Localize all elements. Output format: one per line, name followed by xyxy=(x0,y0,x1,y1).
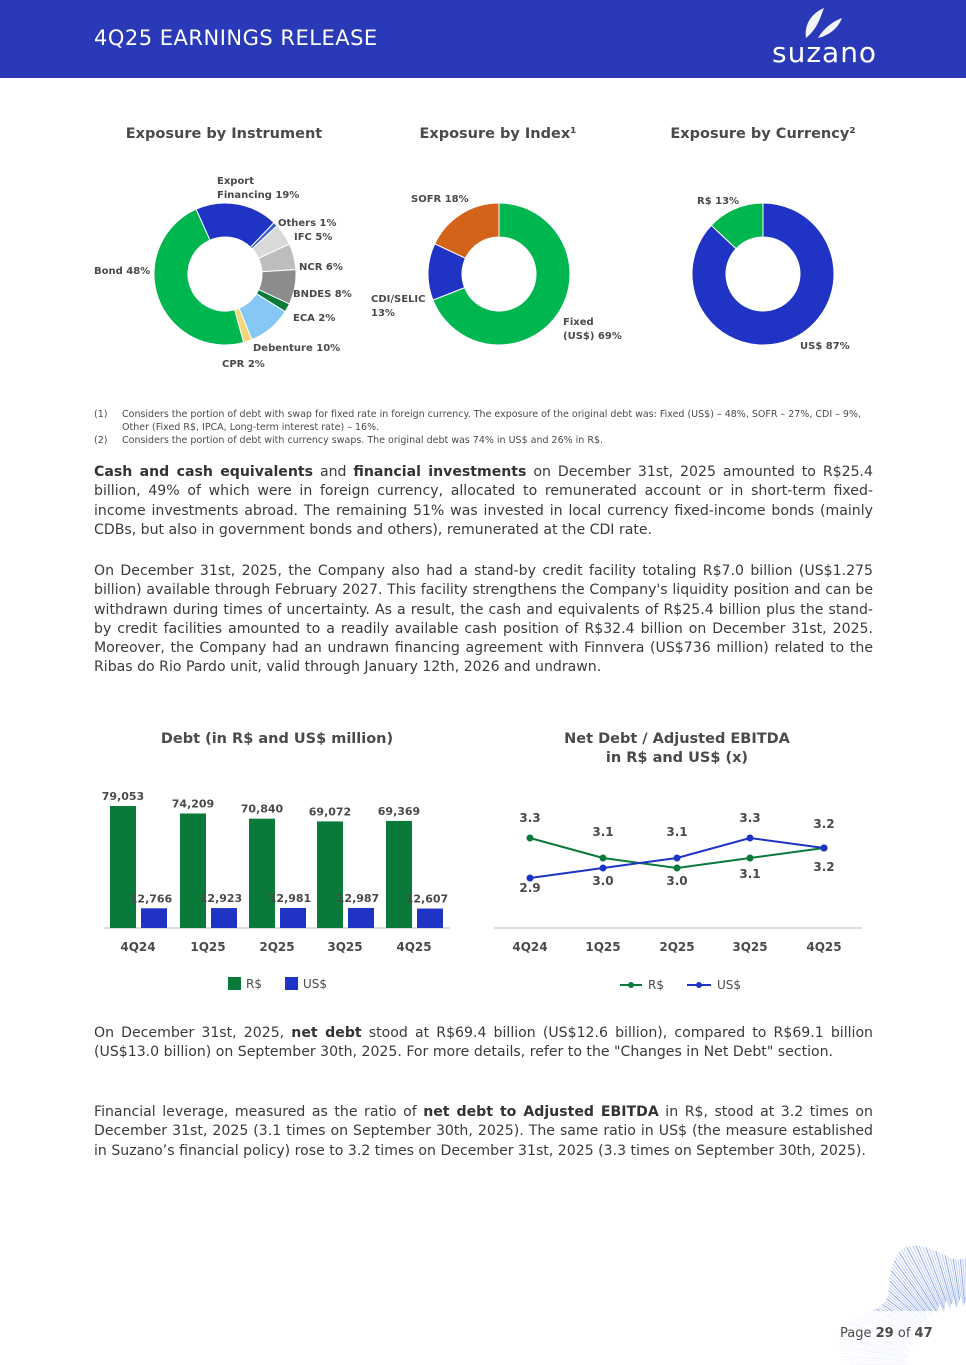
label-others: Others 1% xyxy=(278,218,337,229)
legend-marker-usd xyxy=(696,982,702,988)
text-and: and xyxy=(313,464,354,480)
label-fixed-1: Fixed xyxy=(563,317,594,328)
legend-label-brl: R$ xyxy=(648,978,664,992)
bar-label-brl-3q25: 69,072 xyxy=(308,805,352,819)
bar-brl-4q25 xyxy=(386,821,412,928)
leverage-chart-title: Net Debt / Adjusted EBITDA xyxy=(564,731,790,747)
point-brl-4q24 xyxy=(527,835,534,842)
point-usd-1q25 xyxy=(600,865,607,872)
paragraph-cash xyxy=(94,463,873,540)
label-cdi-2: 13% xyxy=(371,308,395,319)
line-label-top-1q25: 3.1 xyxy=(592,825,614,839)
text-leverage-rest: in R$, stood at 3.2 times on December 31st, 2025 (3.1 times on September 30th, 2025). The same ratio in US$ (the measure established in Suzano’s financial policy) rose to 3.2 times on December 31st, 2025 (3.3 times on September 30th, 2025). xyxy=(94,1104,873,1159)
bar-label-usd-4q25: 12,607 xyxy=(405,892,449,906)
bar-brl-3q25 xyxy=(317,821,343,928)
label-debenture: Debenture 10% xyxy=(253,343,341,354)
legend-label-usd: US$ xyxy=(717,978,742,992)
label-eca: ECA 2% xyxy=(293,313,336,324)
label-export-2: Financing 19% xyxy=(217,190,300,201)
bold-investments: financial investments xyxy=(353,464,527,480)
bold-net-debt: net debt xyxy=(291,1025,362,1041)
footnote-2-text: Considers the portion of debt with currency swaps. The original debt was 74% in US$ and 26% in R$. xyxy=(122,435,604,446)
bar-label-brl-4q25: 69,369 xyxy=(377,804,421,818)
footnote-2 xyxy=(94,434,874,447)
bar-usd-2q25 xyxy=(280,908,306,928)
currency-donut-slices xyxy=(692,203,834,345)
line-label-bottom-2q25: 3.0 xyxy=(666,874,688,888)
label-sofr: SOFR 18% xyxy=(411,194,469,205)
bar-label-usd-2q25: 12,981 xyxy=(268,891,312,905)
page-label: Page xyxy=(840,1326,872,1341)
bar-brl-2q25 xyxy=(249,819,275,928)
bold-leverage: net debt to Adjusted EBITDA xyxy=(423,1104,659,1120)
legend-brl-label: R$ xyxy=(246,977,262,991)
bar-usd-4q25 xyxy=(417,909,443,928)
footnote-2-number: (2) xyxy=(94,435,108,446)
current-page: 29 xyxy=(875,1326,894,1341)
point-brl-3q25 xyxy=(747,855,754,862)
paragraph-net-debt xyxy=(94,1024,873,1063)
point-usd-2q25 xyxy=(674,855,681,862)
point-usd-3q25 xyxy=(747,835,754,842)
text-cash-rest: on December 31st, 2025 amounted to R$25.4 billion, 49% of which were in foreign currency, allocated to remunerated account or in short-term fixed-income investments abroad. The remaining 51% was invested in local currency fixed-income bonds (mainly CDBs, but also in government bonds and others), remunerated at the CDI rate. xyxy=(94,464,873,538)
leverage-line-chart xyxy=(480,770,880,1005)
paragraph-standby: On December 31st, 2025, the Company also had a stand-by credit facility totaling R$7.0 billion (US$1.275 billion) available through February 2027. This facility strengthens the Company's liquidity position and can be withdrawn during times of uncertainty. As a result, the cash and equivalents of R$25.4 billion plus the stand-by credit facilities amounted to a readily available cash position of R$32.4 billion on December 31st, 2025. Moreover, the Company had an undrawn financing agreement with Finnvera (US$736 million) related to the Ribas do Rio Pardo unit, valid through January 12th, 2026 and undrawn. xyxy=(94,563,873,676)
label-brl: R$ 13% xyxy=(697,196,740,207)
line-category-2q25: 2Q25 xyxy=(659,940,695,954)
bar-label-brl-1q25: 74,209 xyxy=(171,797,215,811)
logo-wordmark: suzano xyxy=(772,36,878,69)
bar-label-brl-4q24: 79,053 xyxy=(101,790,145,803)
footnote-1-number: (1) xyxy=(94,409,108,420)
bar-usd-3q25 xyxy=(348,908,374,928)
bar-label-usd-3q25: 12,987 xyxy=(336,891,380,905)
bar-category-2q25: 2Q25 xyxy=(259,940,295,954)
text-leverage-intro: Financial leverage, measured as the ratio of xyxy=(94,1104,424,1120)
currency-donut-chart xyxy=(0,160,966,390)
line-category-1q25: 1Q25 xyxy=(585,940,621,954)
page-number xyxy=(840,1326,933,1341)
instrument-chart-title: Exposure by Instrument xyxy=(125,126,323,142)
index-chart-title: Exposure by Index¹ xyxy=(419,126,577,142)
footnote-1 xyxy=(94,408,874,434)
line-label-bottom-4q25: 3.2 xyxy=(813,860,835,874)
label-fixed-2: (US$) 69% xyxy=(563,331,622,342)
label-usd: US$ 87% xyxy=(800,341,850,352)
bar-usd-1q25 xyxy=(211,908,237,928)
line-label-top-4q24: 3.3 xyxy=(519,811,541,825)
page-header xyxy=(0,0,966,78)
line-category-3q25: 3Q25 xyxy=(732,940,768,954)
line-category-4q24: 4Q24 xyxy=(512,940,548,954)
of-label: of xyxy=(897,1326,911,1341)
bar-label-brl-2q25: 70,840 xyxy=(240,802,284,816)
bar-category-4q24: 4Q24 xyxy=(120,940,156,954)
point-brl-2q25 xyxy=(674,865,681,872)
legend-usd-label: US$ xyxy=(303,977,328,991)
line-label-bottom-1q25: 3.0 xyxy=(592,874,614,888)
line-label-top-3q25: 3.3 xyxy=(739,811,761,825)
label-ncr: NCR 6% xyxy=(299,262,343,273)
line-category-4q25: 4Q25 xyxy=(806,940,842,954)
bar-brl-1q25 xyxy=(180,813,206,928)
report-title: 4Q25 EARNINGS RELEASE xyxy=(94,26,378,50)
label-ifc: IFC 5% xyxy=(294,232,333,243)
debt-bar-chart xyxy=(94,770,474,1005)
bar-brl-4q24 xyxy=(110,806,136,928)
footnotes xyxy=(94,408,874,447)
bold-cash: Cash and cash equivalents xyxy=(94,464,314,480)
bar-label-usd-1q25: 12,923 xyxy=(199,892,243,906)
bar-category-4q25: 4Q25 xyxy=(396,940,432,954)
line-label-top-2q25: 3.1 xyxy=(666,825,688,839)
label-cdi-1: CDI/SELIC xyxy=(371,294,426,305)
point-brl-1q25 xyxy=(600,855,607,862)
bar-category-3q25: 3Q25 xyxy=(327,940,363,954)
line-label-bottom-3q25: 3.1 xyxy=(739,867,761,881)
label-bond: Bond 48% xyxy=(94,266,151,277)
label-cpr: CPR 2% xyxy=(222,359,265,370)
line-label-top-4q25: 3.2 xyxy=(813,817,835,831)
decorative-swirl-icon xyxy=(760,1215,966,1365)
total-pages: 47 xyxy=(914,1326,933,1341)
currency-chart-title: Exposure by Currency² xyxy=(670,126,856,142)
text-net-debt-intro: On December 31st, 2025, xyxy=(94,1025,292,1041)
leverage-chart-subtitle: in R$ and US$ (x) xyxy=(605,750,749,766)
paragraph-leverage xyxy=(94,1103,873,1161)
bar-category-1q25: 1Q25 xyxy=(190,940,226,954)
bar-label-usd-4q24: 12,766 xyxy=(129,892,173,906)
label-export-1: Export xyxy=(217,176,255,187)
bar-usd-4q24 xyxy=(141,908,167,928)
footnote-1-text: Considers the portion of debt with swap for fixed rate in foreign currency. The exposure of the original debt was: Fixed (US$) – 48%, SOFR – 27%, CDI – 9%, Other (Fixed R$, IPCA, Long-term interest rate) – 16%. xyxy=(122,409,862,433)
point-usd-4q25 xyxy=(821,845,828,852)
legend-marker-brl xyxy=(628,982,634,988)
label-bndes: BNDES 8% xyxy=(293,289,352,300)
legend-brl-swatch xyxy=(228,977,241,990)
debt-chart-title: Debt (in R$ and US$ million) xyxy=(160,731,394,747)
legend-usd-swatch xyxy=(285,977,298,990)
text-net-debt-rest: stood at R$69.4 billion (US$12.6 billion), compared to R$69.1 billion (US$13.0 billion) on September 30th, 2025. For more details, refer to the "Changes in Net Debt" section. xyxy=(94,1025,873,1061)
line-label-bottom-4q24: 2.9 xyxy=(519,881,541,895)
